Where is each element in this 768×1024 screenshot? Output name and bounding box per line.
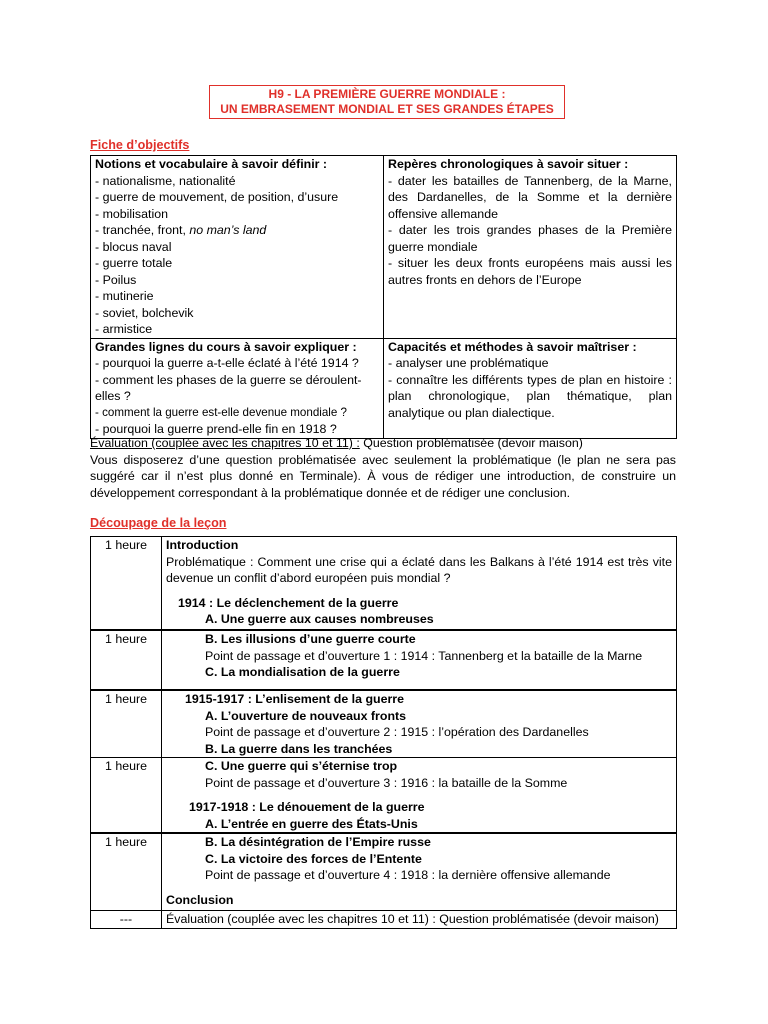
capacites-heading: Capacités et méthodes à savoir maîtriser : — [388, 339, 637, 354]
grandes-lignes-item: - pourquoi la guerre prend-elle fin en 1918 ? — [95, 422, 337, 436]
part-title: 1914 : Le déclenchement de la guerre — [178, 595, 399, 610]
duration-cell: 1 heure — [91, 758, 162, 834]
notions-heading: Notions et vocabulaire à savoir définir : — [95, 157, 328, 171]
capacite-item: - connaître les différents types de plan en histoire : plan chronologique, plan thématique, plan analytique ou plan dialectique. — [388, 372, 672, 420]
reperes-cell — [384, 156, 677, 339]
notion-item: - blocus naval — [95, 239, 172, 254]
lesson-row — [91, 833, 677, 911]
subpart-c: C. La victoire des forces de l’Entente — [205, 851, 422, 866]
repere-item: - dater les batailles de Tannenberg, de la Marne, des Dardanelles, de la Somme et la dernière offensive allemande — [388, 173, 672, 221]
content-cell: Évaluation (couplée avec les chapitres 10 et 11) : Question problématisée (devoir maison) — [162, 911, 677, 929]
content-cell — [162, 758, 677, 834]
decoupage-heading: Découpage de la leçon — [90, 516, 227, 530]
lesson-row — [91, 911, 677, 929]
lesson-row — [91, 630, 677, 690]
lesson-row — [91, 690, 677, 758]
reperes-heading: Repères chronologiques à savoir situer : — [388, 157, 629, 171]
evaluation-line — [90, 435, 676, 452]
subpart-b: B. La désintégration de l’Empire russe — [205, 835, 431, 849]
duration-cell: 1 heure — [91, 690, 162, 758]
subpart-a: A. L’ouverture de nouveaux fronts — [205, 708, 407, 723]
notion-item: - soviet, bolchevik — [95, 305, 194, 320]
duration-cell: 1 heure — [91, 630, 162, 690]
notions-cell — [91, 156, 384, 339]
duration-cell: 1 heure — [91, 833, 162, 911]
subpart-b: B. La guerre dans les tranchées — [205, 741, 393, 756]
notion-item: - Poilus — [95, 272, 137, 287]
content-cell — [162, 833, 677, 911]
repere-item: - dater les trois grandes phases de la Première guerre mondiale — [388, 223, 672, 254]
document-title — [209, 85, 565, 119]
evaluation-block — [90, 435, 676, 501]
grandes-lignes-item: - comment la guerre est-elle devenue mondiale ? — [95, 405, 347, 419]
content-cell — [162, 690, 677, 758]
notion-item: - guerre totale — [95, 256, 173, 270]
problematique: Problématique : Comment une crise qui a éclaté dans les Balkans à l’été 1914 est très vite devenue un conflit d’abord européen puis mondial ? — [166, 554, 672, 585]
point-de-passage: Point de passage et d’ouverture 2 : 1915 : l’opération des Dardanelles — [205, 725, 589, 739]
conclusion-label: Conclusion — [166, 892, 234, 907]
notion-item: - mobilisation — [95, 206, 168, 221]
fiche-heading: Fiche d’objectifs — [90, 138, 190, 152]
subpart-a: A. Une guerre aux causes nombreuses — [205, 612, 434, 626]
subpart-c: C. Une guerre qui s’éternise trop — [205, 759, 398, 773]
point-de-passage: Point de passage et d’ouverture 3 : 1916 : la bataille de la Somme — [205, 775, 568, 790]
duration-cell: 1 heure — [91, 537, 162, 631]
part-title: 1917-1918 : Le dénouement de la guerre — [189, 800, 425, 814]
content-cell — [162, 537, 677, 631]
content-cell — [162, 630, 677, 690]
grandes-lignes-item: - comment les phases de la guerre se déroulent-elles ? — [95, 372, 362, 403]
duration-cell: --- — [91, 911, 162, 929]
lesson-row — [91, 758, 677, 834]
notion-item: - mutinerie — [95, 289, 154, 303]
evaluation-value: Question problématisée (devoir maison) — [359, 436, 583, 450]
evaluation-label: Évaluation (couplée avec les chapitres 10 et 11) : — [90, 436, 360, 450]
subpart-c: C. La mondialisation de la guerre — [205, 665, 400, 679]
notion-item: - guerre de mouvement, de position, d’usure — [95, 190, 339, 204]
capacites-cell — [384, 338, 677, 438]
subpart-b: B. Les illusions d’une guerre courte — [205, 632, 416, 646]
objectives-table — [90, 155, 677, 439]
notion-item: - tranchée, front, no man’s land — [95, 223, 267, 237]
notion-item: - armistice — [95, 322, 153, 336]
grandes-lignes-item: - pourquoi la guerre a-t-elle éclaté à l’été 1914 ? — [95, 356, 359, 370]
grandes-lignes-heading: Grandes lignes du cours à savoir expliquer : — [95, 339, 357, 354]
grandes-lignes-cell — [91, 338, 384, 438]
title-line-2: UN EMBRASEMENT MONDIAL ET SES GRANDES ÉTAPES — [220, 102, 554, 116]
repere-item: - situer les deux fronts européens mais aussi les autres fronts en dehors de l’Europe — [388, 256, 672, 287]
lesson-table — [90, 536, 677, 929]
notion-italic-term: no man’s land — [189, 223, 267, 237]
title-line-1: H9 - LA PREMIÈRE GUERRE MONDIALE : — [268, 87, 506, 101]
point-de-passage: Point de passage et d’ouverture 4 : 1918 : la dernière offensive allemande — [205, 868, 611, 882]
evaluation-text: Vous disposerez d’une question problématisée avec seulement la problématique (le plan ne sera pas suggéré car il n’est plus donné en Terminale). À vous de rédiger une introduction, de construire un développement correspondant à la problématique donnée et de rédiger une conclusion. — [90, 452, 676, 500]
point-de-passage: Point de passage et d’ouverture 1 : 1914 : Tannenberg et la bataille de la Marne — [205, 648, 643, 663]
part-title: 1915-1917 : L’enlisement de la guerre — [185, 692, 405, 706]
notion-item: - nationalisme, nationalité — [95, 173, 236, 188]
lesson-row — [91, 537, 677, 631]
capacite-item: - analyser une problématique — [388, 356, 549, 370]
introduction-label: Introduction — [166, 538, 239, 552]
subpart-a: A. L’entrée en guerre des États-Unis — [205, 816, 418, 831]
